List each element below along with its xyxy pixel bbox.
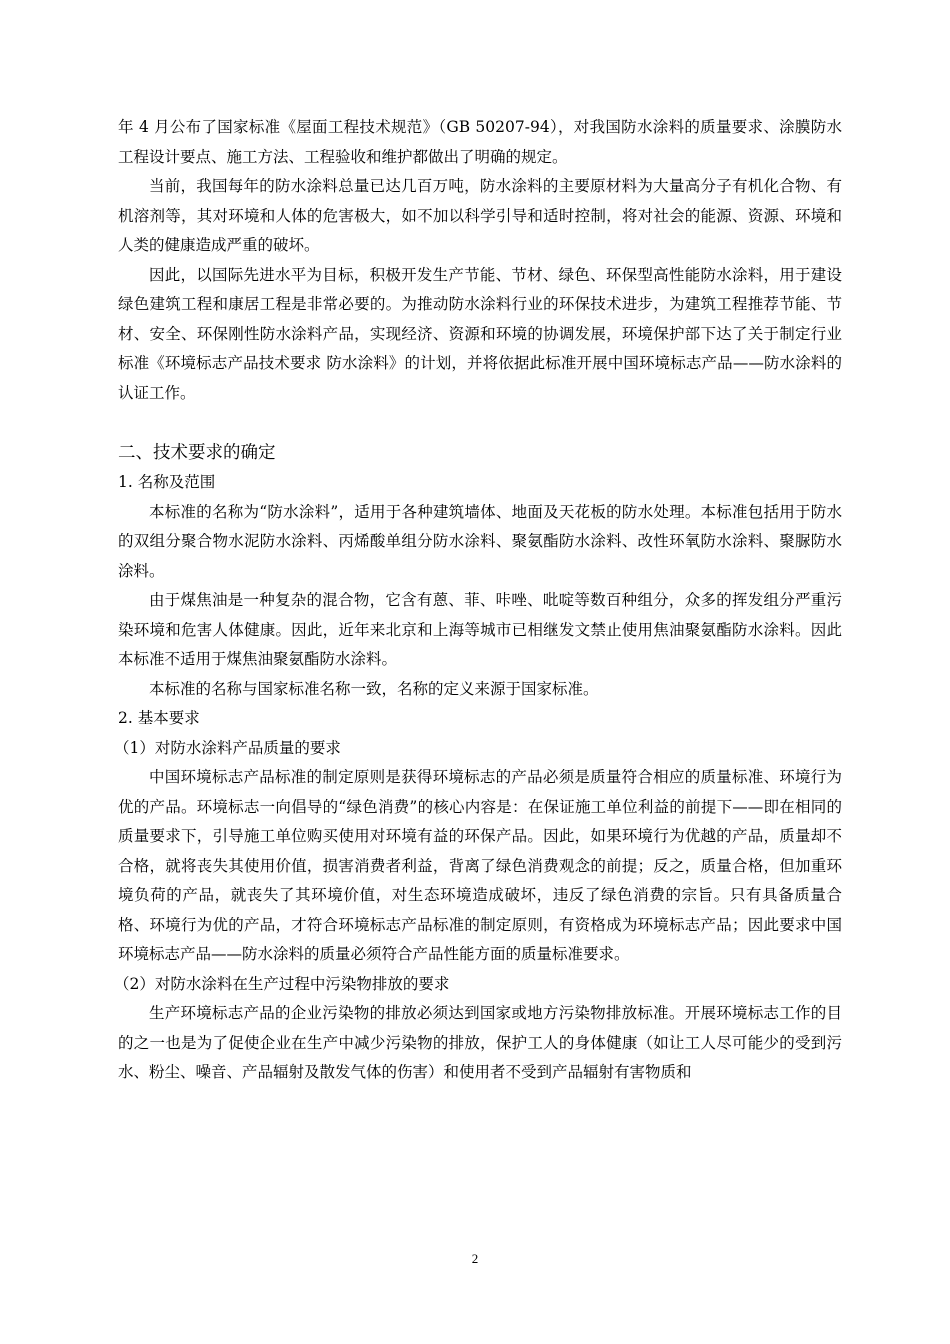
- item-heading: （1）对防水涂料产品质量的要求: [114, 738, 341, 757]
- paragraph: 生产环境标志产品的企业污染物的排放必须达到国家或地方污染物排放标准。开展环境标志工作的目的之一也是为了促使企业在生产中减少污染物的排放，保护工人的身体健康（如让工人尽可能少的受到污水、粉尘、噪音、产品辐射及散发气体的伤害）和使用者不受到产品辐射有害物质和: [118, 1004, 842, 1081]
- paragraph: 中国环境标志产品标准的制定原则是获得环境标志的产品必须是质量符合相应的质量标准、环境行为优的产品。环境标志一向倡导的“绿色消费”的核心内容是：在保证施工单位利益的前提下——即在相同的质量要求下，引导施工单位购买使用对环境有益的环保产品。因此，如果环境行为优越的产品，质量却不合格，就将丧失其使用价值，损害消费者利益，背离了绿色消费观念的前提；反之，质量合格，但加重环境负荷的产品，就丧失了其环境价值，对生态环境造成破坏，违反了绿色消费的宗旨。只有具备质量合格、环境行为优的产品，才符合环境标志产品标准的制定原则，有资格成为环境标志产品；因此要求中国环境标志产品——防水涂料的质量必须符合产品性能方面的质量标准要求。: [118, 768, 842, 963]
- paragraph: 本标准的名称与国家标准名称一致，名称的定义来源于国家标准。: [149, 679, 599, 698]
- paragraph: 由于煤焦油是一种复杂的混合物，它含有蒽、菲、咔唑、吡啶等数百种组分，众多的挥发组分严重污染环境和危害人体健康。因此，近年来北京和上海等城市已相继发文禁止使用焦油聚氨酯防水涂料。因此本标准不适用于煤焦油聚氨酯防水涂料。: [118, 591, 842, 668]
- subsection-heading: 2. 基本要求: [118, 709, 200, 727]
- item-heading: （2）对防水涂料在生产过程中污染物排放的要求: [114, 974, 450, 993]
- paragraph: 本标准的名称为“防水涂料”，适用于各种建筑墙体、地面及天花板的防水处理。本标准包括用于防水的双组分聚合物水泥防水涂料、丙烯酸单组分防水涂料、聚氨酯防水涂料、改性环氧防水涂料、聚脲防水涂料。: [118, 502, 842, 580]
- page-number: 2: [471, 1251, 479, 1266]
- paragraph: 当前，我国每年的防水涂料总量已达几百万吨，防水涂料的主要原材料为大量高分子有机化合物、有机溶剂等，其对环境和人体的危害极大，如不加以科学引导和适时控制，将对社会的能源、资源、环境和人类的健康造成严重的破坏。: [118, 177, 842, 254]
- subsection-heading: 1. 名称及范围: [118, 473, 216, 491]
- document-body: [114, 113, 842, 1088]
- paragraph: 因此，以国际先进水平为目标，积极开发生产节能、节材、绿色、环保型高性能防水涂料，用于建设绿色建筑工程和康居工程是非常必要的。为推动防水涂料行业的环保技术进步，为建筑工程推荐节能、节材、安全、环保刚性防水涂料产品，实现经济、资源和环境的协调发展，环境保护部下达了关于制定行业标准《环境标志产品技术要求 防水涂料》的计划，并将依据此标准开展中国环境标志产品——防水涂料的认证工作。: [118, 265, 842, 402]
- paragraph: 年 4 月公布了国家标准《屋面工程技术规范》（GB 50207-94），对我国防水涂料的质量要求、涂膜防水工程设计要点、施工方法、工程验收和维护都做出了明确的规定。: [118, 118, 842, 166]
- section-heading: 二、技术要求的确定: [118, 443, 276, 463]
